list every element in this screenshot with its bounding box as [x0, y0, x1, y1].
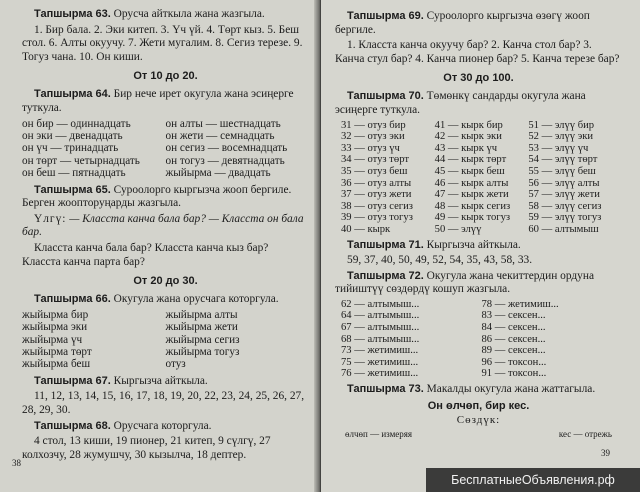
exercise-entry: 73 — жетимиш... — [341, 345, 419, 357]
exercise-entry: 78 — жетимиш... — [481, 298, 559, 310]
number-word-entry: 57 — элүү жети — [528, 189, 600, 201]
exercise-entry: 86 — сексен... — [481, 333, 546, 345]
number-word-entry: 58 — элүү сегиз — [528, 200, 602, 212]
number-word-entry: 43 — кырк үч — [434, 142, 498, 154]
number-word-entry: 36 — отуз алты — [341, 177, 412, 189]
task-67-body: 11, 12, 13, 14, 15, 16, 17, 18, 19, 20, 22, 23, 24, 25, 26, 27, 28, 29, 30. — [22, 390, 305, 416]
task-63-body: 1. Бир бала. 2. Эки китеп. 3. Үч үй. 4. Төрт кыз. 5. Беш стол. 6. Алты окуучу. 7. Жети мугалим. 8. Сегиз терезе. 9. Тогуз чана. 10. Он киши. — [22, 23, 303, 63]
task-64-instruction: Бир нече ирет окугула жана эсиңерге туткула. — [22, 88, 294, 114]
task-68-body: 4 стол, 13 киши, 19 пионер, 21 китеп, 9 сүлгү, 27 колхозчу, 28 жумушчу, 30 кызылча, 18 дептер. — [22, 435, 271, 461]
task-71-body: 59, 37, 40, 50, 49, 52, 54, 35, 43, 58, 33. — [347, 254, 533, 267]
number-word-entry: 50 — элүү — [434, 223, 482, 235]
exercise-entry: 75 — жетимиш... — [341, 356, 419, 368]
exercise-entry: 62 — алтымыш... — [341, 298, 420, 310]
section-heading-10-20: От 10 до 20. — [133, 70, 198, 83]
number-word-entry: 34 — отуз төрт — [341, 154, 409, 166]
number-word-entry: 59 — элүү тогуз — [528, 212, 602, 224]
exercise-entry: 76 — жетимиш... — [341, 368, 419, 380]
number-word-entry: жыйырма үч — [22, 333, 83, 346]
task-64-title: Тапшырма 64. — [34, 88, 111, 101]
exercise-entry: 84 — сексен... — [481, 322, 546, 334]
task-68 — [22, 420, 309, 434]
task-63 — [22, 8, 309, 22]
exercise-entry: 67 — алтымыш... — [341, 322, 420, 334]
left-page — [0, 0, 319, 492]
number-word-entry: 42 — кырк эки — [434, 131, 502, 143]
number-word-entry: 56 — элүү алты — [528, 177, 600, 189]
task-67 — [22, 375, 309, 389]
task-69-title: Тапшырма 69. — [347, 10, 424, 22]
dictionary-entry-right: кес — отрежь — [558, 429, 612, 440]
number-word-entry: 37 — отуз жети — [341, 189, 412, 201]
number-word-entry: жыйырма тогуз — [165, 345, 240, 358]
dictionary — [335, 429, 622, 439]
number-word-entry: жыйырма алты — [165, 308, 238, 321]
task-69-body: 1. Класста канча окуучу бар? 2. Канча стол бар? 3. Канча стул бар? 4. Канча пионер бар? 5. Канча терезе бар? — [335, 39, 620, 65]
section-heading-20-30: От 20 до 30. — [133, 275, 198, 288]
task-66-title: Тапшырма 66. — [34, 293, 111, 306]
number-word-entry: 45 — кырк беш — [434, 165, 505, 177]
watermark-text: БесплатныеОбъявления.рф — [451, 473, 615, 487]
task-64-number-list — [22, 118, 309, 180]
task-66 — [22, 293, 309, 307]
number-word-entry: он сегиз — восемнадцать — [165, 142, 288, 155]
number-word-entry: он төрт — четырнадцать — [22, 154, 140, 167]
number-word-entry: 38 — отуз сегиз — [341, 200, 413, 212]
task-70-number-table — [341, 120, 622, 236]
right-page — [321, 0, 640, 492]
number-word-entry: 53 — элүү үч — [528, 142, 589, 154]
number-word-entry: 47 — кырк жети — [434, 189, 509, 201]
task-71 — [335, 239, 622, 253]
task-65-title: Тапшырма 65. — [34, 183, 111, 196]
number-word-entry: отуз — [165, 358, 186, 371]
task-69-instruction: Суроолорго кыргызча өзөгү жооп бергиле. — [335, 10, 590, 36]
number-word-entry: 33 — отуз үч — [341, 142, 400, 154]
dictionary-title: Сөздүк: — [456, 413, 501, 426]
exercise-entry: 68 — алтымыш... — [341, 333, 420, 345]
number-word-entry: 48 — кырк сегиз — [434, 200, 511, 212]
task-71-title: Тапшырма 71. — [347, 238, 424, 251]
number-word-entry: жыйырма сегиз — [165, 333, 240, 346]
number-word-entry: 52 — элүү эки — [528, 131, 594, 143]
exercise-entry: 96 — токсон... — [481, 356, 547, 368]
number-word-entry: жыйырма бир — [22, 308, 89, 321]
number-word-entry: 46 — кырк алты — [434, 177, 509, 189]
task-70-instruction: Төмөнкү сандарды окугула жана эсиңерге туткула. — [335, 90, 586, 116]
number-word-entry: жыйырма эки — [22, 321, 88, 334]
number-word-entry: он жети — семнадцать — [165, 129, 275, 142]
task-65-instruction: Суроолорго кыргызча жооп бергиле. Берген жоопторуңарды жазгыла. — [22, 183, 292, 210]
number-word-entry: жыйырма жети — [165, 321, 238, 334]
number-word-entry: он тогуз — девятнадцать — [165, 154, 285, 167]
number-word-entry: 54 — элүү төрт — [528, 154, 598, 166]
sample-text: — Класста канча бала бар? — Класста он бала бар. — [22, 212, 304, 239]
task-63-instruction: Орусча айткыла жана жазгыла. — [110, 8, 265, 20]
number-word-entry: он үч — тринадцать — [22, 142, 119, 155]
number-word-entry: 51 — элүү бир — [528, 119, 595, 131]
number-word-entry: жыйырма беш — [22, 358, 91, 371]
task-71-instruction: Кыргызча айткыла. — [423, 238, 521, 251]
exercise-entry: 83 — сексен... — [481, 310, 546, 322]
exercise-entry: 91 — токсон... — [481, 368, 547, 380]
number-word-entry: 40 — кырк — [341, 223, 391, 235]
task-72 — [335, 270, 622, 297]
exercise-entry: 89 — сексен... — [481, 345, 546, 357]
number-word-entry: 41 — кырк бир — [434, 119, 503, 131]
number-word-entry: он алты — шестнадцать — [165, 117, 281, 130]
number-word-entry: 35 — отуз беш — [341, 165, 408, 177]
page-number-left: 38 — [12, 458, 21, 468]
task-66-instruction: Окугула жана орусчага которгула. — [110, 293, 279, 306]
task-72-title: Тапшырма 72. — [347, 269, 424, 282]
task-67-title: Тапшырма 67. — [34, 374, 111, 387]
task-69 — [335, 10, 622, 37]
task-72-exercise-list — [341, 299, 622, 380]
task-73 — [335, 383, 622, 397]
exercise-entry: 64 — алтымыш... — [341, 310, 420, 322]
number-word-entry: 39 — отуз тогуз — [341, 212, 413, 224]
task-65-body: Класста канча бала бар? Класста канча кыз бар? Класста канча парта бар? — [22, 241, 269, 268]
task-73-title: Тапшырма 73. — [347, 383, 424, 396]
number-word-entry: 31 — отуз бир — [341, 119, 406, 131]
number-word-entry: он бир — одиннадцать — [22, 117, 131, 130]
task-65-sample — [22, 213, 309, 240]
task-73-instruction: Макалды окугула жана жаттагыла. — [423, 383, 596, 396]
task-68-instruction: Орусчага которгула. — [110, 419, 212, 432]
task-67-instruction: Кыргызча айткыла. — [110, 374, 208, 387]
sample-label: Үлгү: — [34, 212, 67, 225]
number-word-entry: он эки — двенадцать — [22, 129, 123, 142]
task-66-number-list — [22, 309, 309, 371]
task-63-title: Тапшырма 63. — [34, 8, 111, 20]
number-word-entry: 60 — алтымыш — [528, 223, 599, 235]
page-number-right: 39 — [601, 448, 610, 458]
task-65 — [22, 184, 309, 211]
number-word-entry: 49 — кырк тогуз — [434, 212, 511, 224]
number-word-entry: 44 — кырк төрт — [434, 154, 507, 166]
number-word-entry: 32 — отуз эки — [341, 131, 405, 143]
number-word-entry: 55 — элүү беш — [528, 165, 596, 177]
number-word-entry: жыйырма — двадцать — [165, 167, 271, 180]
task-68-title: Тапшырма 68. — [34, 419, 111, 432]
task-64 — [22, 88, 309, 115]
task-72-instruction: Окугула жана чекиттердин ордуна тийиштүү сөздөрдү кошуп жазгыла. — [335, 269, 595, 296]
watermark-banner — [426, 468, 640, 492]
section-heading-30-100: От 30 до 100. — [443, 72, 514, 85]
task-70-title: Тапшырма 70. — [347, 90, 424, 103]
task-70 — [335, 90, 622, 117]
number-word-entry: он беш — пятнадцать — [22, 167, 126, 180]
number-word-entry: жыйырма төрт — [22, 345, 92, 358]
dictionary-entry-left: өлчөп — измеряя — [345, 429, 413, 440]
proverb: Он өлчөп, бир кес. — [427, 399, 530, 412]
